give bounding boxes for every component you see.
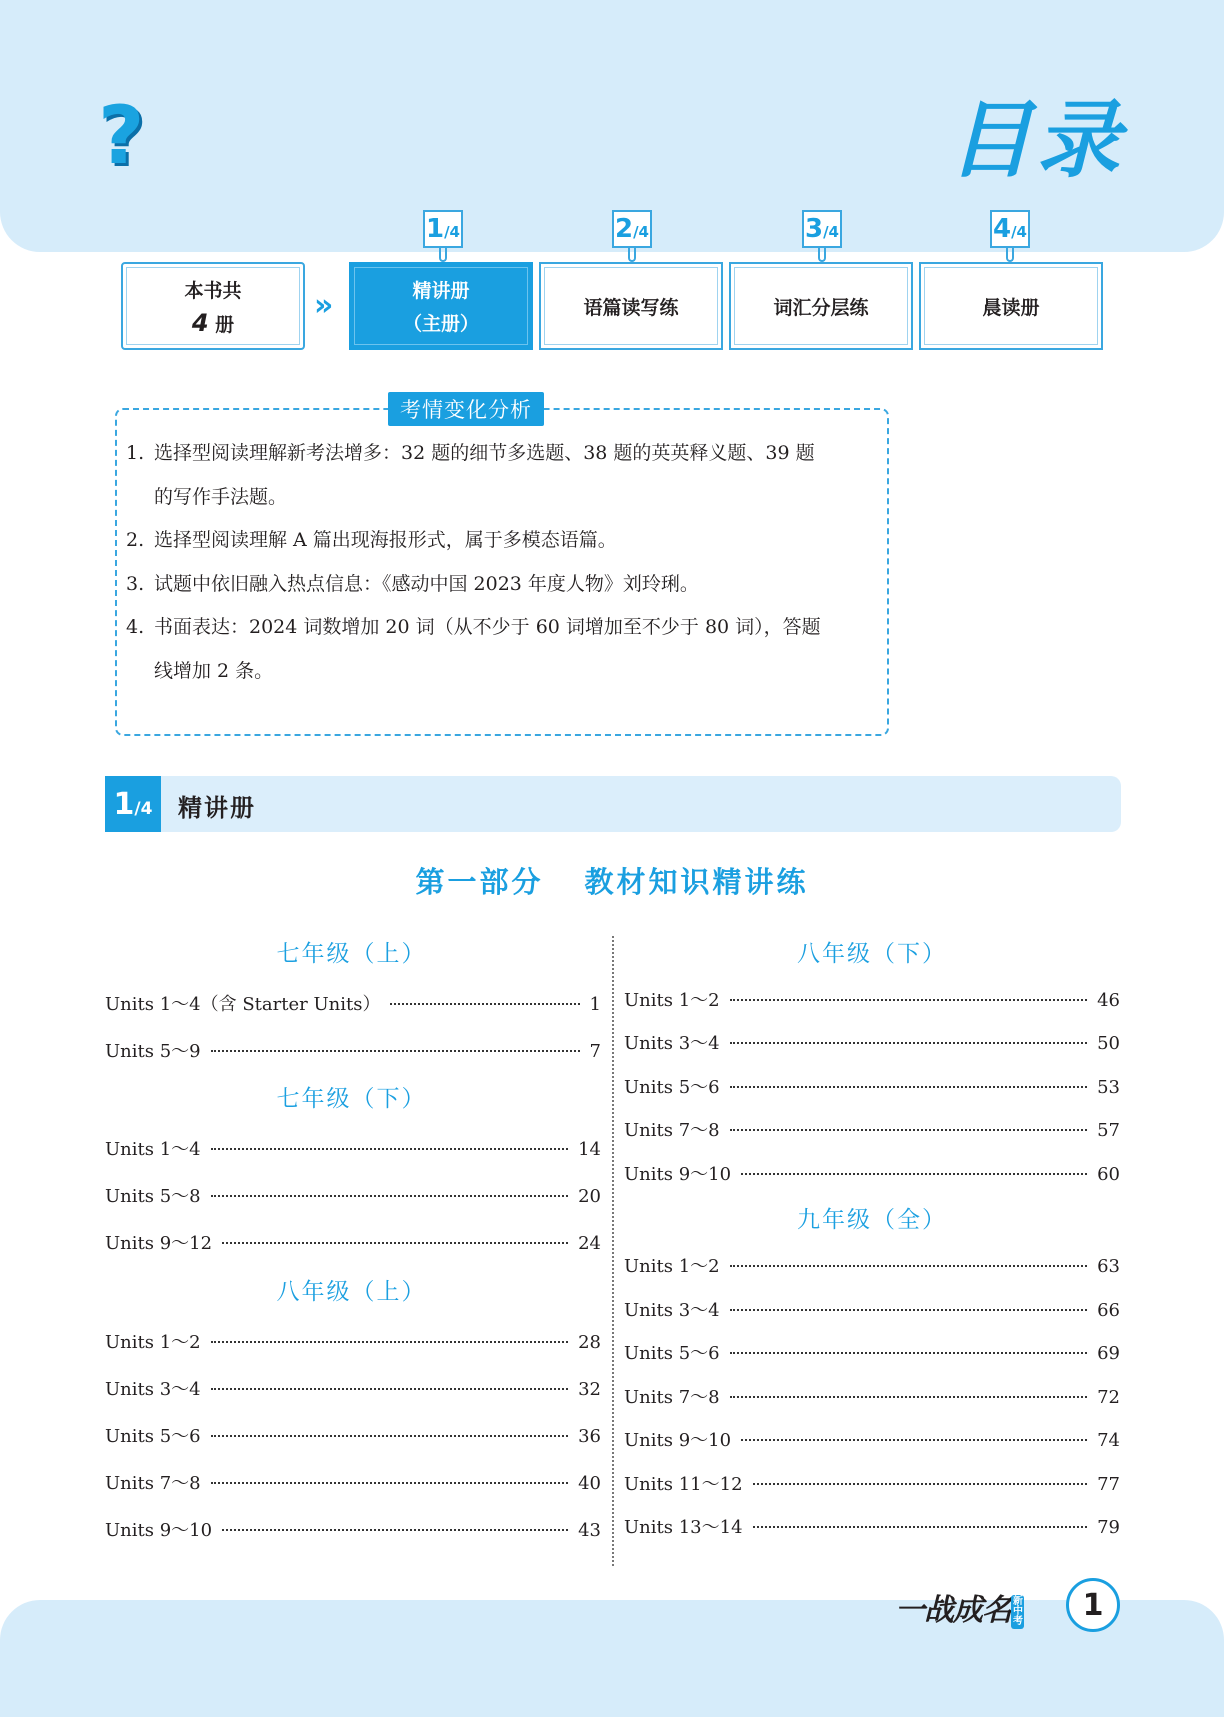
volume-total-count-line [192, 309, 234, 337]
volume-box-1[interactable] [349, 262, 533, 350]
volume-tag-num: 2 [614, 214, 634, 244]
volume-tag-den: /4 [823, 223, 839, 241]
page-title: 目录 [947, 91, 1124, 189]
toc-entry[interactable] [105, 1469, 601, 1493]
toc-label: Units 5～6 [624, 1343, 720, 1364]
toc-page: 20 [578, 1186, 601, 1207]
analysis-item [126, 606, 826, 693]
analysis-item [126, 432, 826, 519]
toc-leader [211, 1482, 568, 1484]
toc-leader [730, 999, 1087, 1001]
volume-tag-num: 4 [992, 214, 1012, 244]
toc-leader [741, 1173, 1087, 1175]
toc-entry[interactable] [624, 1116, 1120, 1140]
volume-label: 词汇分层练 [773, 296, 869, 319]
toc-label: Units 1～4 [105, 1139, 201, 1160]
part-title: 第一部分 教材知识精讲练 [415, 865, 809, 899]
brand-badge: 新中考 [1013, 1595, 1022, 1627]
toc-leader [730, 1086, 1087, 1088]
toc-entry[interactable] [624, 1513, 1120, 1537]
analysis-item-text: 书面表达：2024 词数增加 20 词（从不少于 60 词增加至不少于 80 词），答题线增加 2 条。 [154, 616, 821, 682]
volume-label: 语篇读写练 [583, 296, 679, 319]
volume-tag-4 [990, 210, 1030, 248]
toc-leader [211, 1195, 568, 1197]
hook-icon [628, 246, 636, 262]
toc-page: 60 [1097, 1164, 1120, 1185]
toc-entry[interactable] [624, 986, 1120, 1010]
toc-leader [211, 1341, 568, 1343]
toc-entry[interactable] [105, 1328, 601, 1352]
volume-box-3[interactable] [729, 262, 913, 350]
toc-page: 79 [1097, 1517, 1120, 1538]
toc-leader [730, 1396, 1087, 1398]
toc-leader [211, 1148, 568, 1150]
analysis-item-num: 3. [126, 572, 145, 595]
toc-leader [730, 1265, 1087, 1267]
volume-label: 晨读册 [982, 296, 1040, 319]
question-mark-icon: ? [98, 89, 145, 182]
toc-page: 36 [578, 1426, 601, 1447]
toc-page: 63 [1097, 1256, 1120, 1277]
toc-label: Units 7～8 [105, 1473, 201, 1494]
analysis-item-num: 2. [126, 529, 145, 551]
toc-page: 72 [1097, 1387, 1120, 1408]
page-number: 1 [1066, 1578, 1120, 1632]
toc-entry[interactable] [105, 1229, 601, 1253]
toc-entry[interactable] [105, 1375, 601, 1399]
toc-entry[interactable] [624, 1160, 1120, 1184]
toc-entry[interactable] [624, 1252, 1120, 1276]
toc-entry[interactable] [624, 1073, 1120, 1097]
volume-tag-den: /4 [444, 223, 460, 241]
analysis-title: 考情变化分析 [388, 392, 544, 426]
toc-label: Units 3～4 [624, 1033, 720, 1054]
grade-heading: 八年级（下） [797, 941, 947, 967]
analysis-item-text: 选择型阅读理解 A 篇出现海报形式，属于多模态语篇。 [154, 529, 617, 551]
toc-label: Units 3～4 [624, 1300, 720, 1321]
toc-leader [222, 1529, 568, 1531]
toc-leader [753, 1483, 1088, 1485]
footer-band [0, 1600, 1224, 1717]
toc-page: 69 [1097, 1343, 1120, 1364]
volume-total-label: 本书共 [184, 279, 242, 302]
toc-leader [730, 1042, 1087, 1044]
toc-entry[interactable] [105, 1516, 601, 1540]
toc-entry[interactable] [624, 1383, 1120, 1407]
toc-page: 46 [1097, 990, 1120, 1011]
toc-page: 24 [578, 1233, 601, 1254]
section-bar [105, 776, 1121, 832]
toc-label: Units 9～10 [624, 1430, 732, 1451]
toc-page: 32 [578, 1379, 601, 1400]
volume-total-count: 4 [191, 308, 209, 337]
toc-leader [211, 1050, 580, 1052]
toc-entry[interactable] [105, 990, 601, 1014]
toc-label: Units 11～12 [624, 1474, 743, 1495]
toc-label: Units 5～6 [105, 1426, 201, 1447]
toc-label: Units 13～14 [624, 1517, 743, 1538]
analysis-item-text: 选择型阅读理解新考法增多：32 题的细节多选题、38 题的英英释义题、39 题的写作手法题。 [154, 442, 815, 508]
toc-page: 43 [578, 1520, 601, 1541]
toc-entry[interactable] [624, 1470, 1120, 1494]
volume-total-box [121, 262, 305, 350]
toc-leader [211, 1435, 568, 1437]
toc-page: 28 [578, 1332, 601, 1353]
toc-leader [730, 1129, 1087, 1131]
toc-label: Units 3～4 [105, 1379, 201, 1400]
grade-heading: 七年级（上） [276, 941, 427, 967]
volume-box-2[interactable] [539, 262, 723, 350]
toc-entry[interactable] [105, 1135, 601, 1159]
toc-leader [211, 1388, 568, 1390]
toc-label: Units 9～10 [105, 1520, 213, 1541]
volume-tag-1 [423, 210, 463, 248]
volume-tag-num: 3 [804, 214, 824, 244]
column-divider [612, 936, 614, 1566]
grade-heading: 七年级（下） [276, 1086, 427, 1112]
toc-page: 40 [578, 1473, 601, 1494]
toc-page: 53 [1097, 1077, 1120, 1098]
toc-entry[interactable] [624, 1029, 1120, 1053]
section-num: 1 [113, 786, 135, 822]
toc-leader [390, 1003, 579, 1005]
toc-label: Units 1～2 [624, 990, 720, 1011]
toc-entry[interactable] [105, 1037, 601, 1061]
toc-leader [222, 1242, 568, 1244]
toc-leader [730, 1309, 1087, 1311]
analysis-item [126, 563, 826, 607]
grade-heading: 八年级（上） [276, 1279, 427, 1305]
toc-entry[interactable] [624, 1426, 1120, 1450]
toc-label: Units 9～10 [624, 1164, 732, 1185]
analysis-item [126, 519, 826, 563]
volume-tag-den: /4 [1011, 223, 1027, 241]
toc-entry[interactable] [624, 1296, 1120, 1320]
section-title: 精讲册 [178, 794, 256, 822]
volume-sublabel: （主册） [402, 313, 479, 335]
analysis-item-num: 4. [126, 616, 145, 638]
toc-label: Units 7～8 [624, 1387, 720, 1408]
toc-label: Units 5～8 [105, 1186, 201, 1207]
volume-tag-2 [612, 210, 652, 248]
toc-label: Units 1～2 [105, 1332, 201, 1353]
toc-page: 50 [1097, 1033, 1120, 1054]
toc-leader [730, 1352, 1087, 1354]
toc-page: 74 [1097, 1430, 1120, 1451]
toc-entry[interactable] [105, 1182, 601, 1206]
volume-label: 精讲册 [412, 280, 470, 302]
toc-page: 1 [589, 994, 601, 1015]
toc-leader [753, 1526, 1088, 1528]
toc-page: 66 [1097, 1300, 1120, 1321]
hook-icon [818, 246, 826, 262]
volume-tag-den: /4 [633, 223, 649, 241]
hook-icon [1006, 246, 1014, 262]
toc-page: 7 [589, 1041, 601, 1062]
volume-tag-3 [802, 210, 842, 248]
toc-page: 14 [578, 1139, 601, 1160]
hook-icon [439, 246, 447, 262]
volume-total-unit: 册 [215, 313, 235, 336]
double-chevron-right-icon: » [314, 288, 334, 323]
toc-label: Units 5～9 [105, 1041, 201, 1062]
section-number-badge [105, 776, 161, 832]
grade-heading: 九年级（全） [797, 1207, 947, 1233]
toc-label: Units 7～8 [624, 1120, 720, 1141]
toc-leader [741, 1439, 1087, 1441]
toc-label: Units 1～4（含 Starter Units） [105, 994, 381, 1015]
toc-label: Units 9～12 [105, 1233, 213, 1254]
brand-logo [895, 1585, 1024, 1629]
toc-page: 57 [1097, 1120, 1120, 1141]
volume-tag-num: 1 [425, 214, 445, 244]
analysis-item-num: 1. [126, 442, 145, 464]
toc-entry[interactable] [624, 1339, 1120, 1363]
toc-page: 77 [1097, 1474, 1120, 1495]
toc-label: Units 1～2 [624, 1256, 720, 1277]
brand-name: 一战成名 [895, 1593, 1011, 1628]
section-den: /4 [134, 799, 153, 819]
toc-entry[interactable] [105, 1422, 601, 1446]
volume-box-4[interactable] [919, 262, 1103, 350]
toc-label: Units 5～6 [624, 1077, 720, 1098]
analysis-list [126, 432, 826, 693]
analysis-item-text: 试题中依旧融入热点信息：《感动中国 2023 年度人物》刘玲琍。 [154, 572, 699, 595]
